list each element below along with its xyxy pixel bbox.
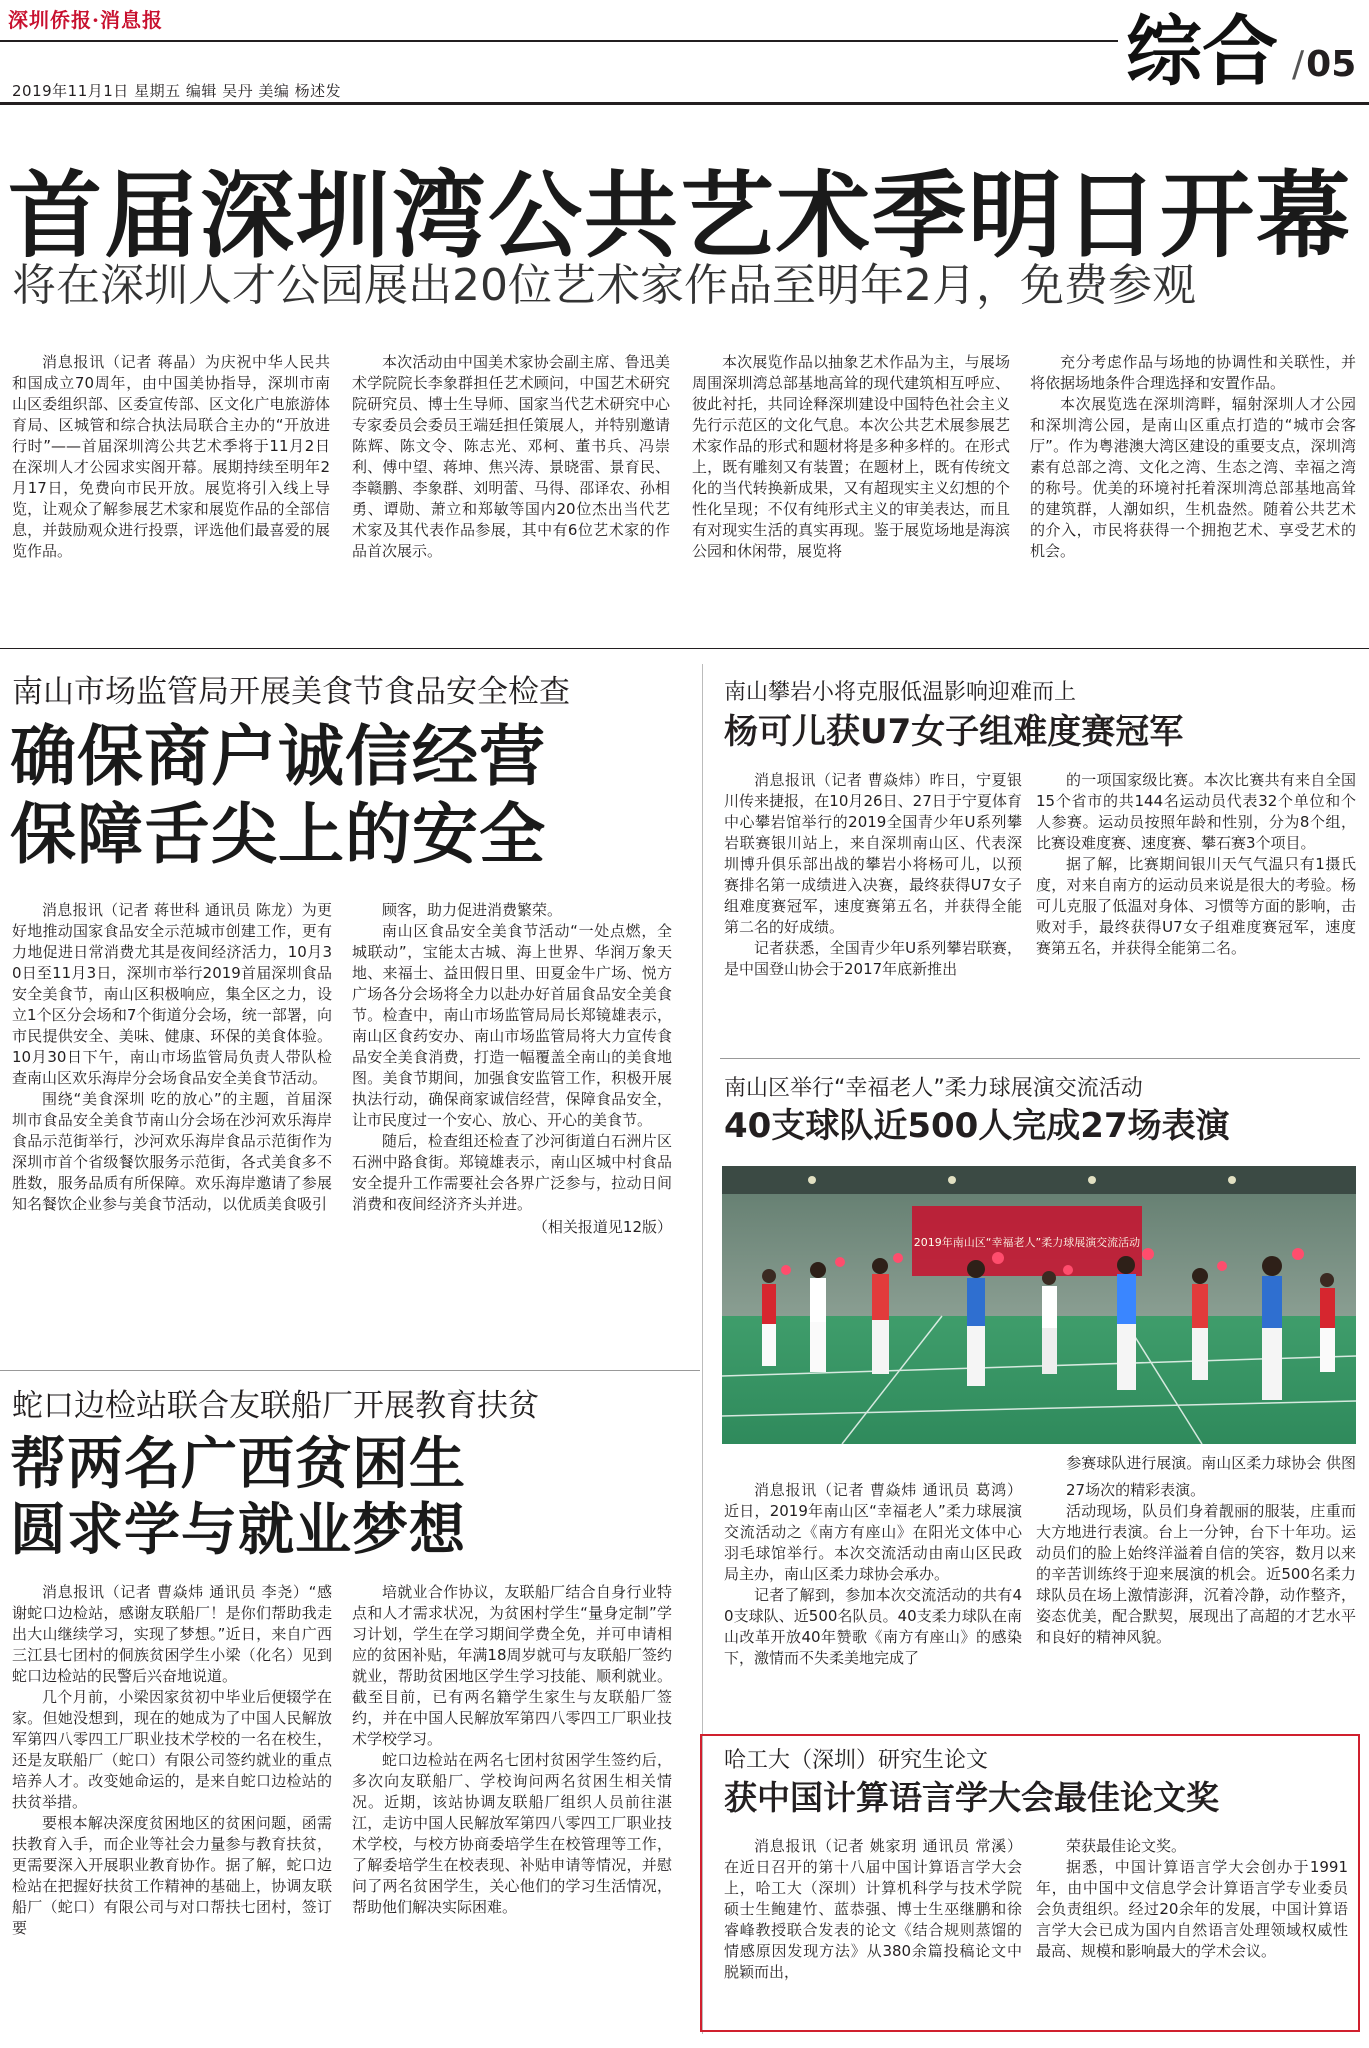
food-kicker: 南山市场监管局开展美食节食品安全检查 — [12, 674, 570, 710]
climb-column-2 — [1036, 770, 1356, 1070]
edu-col1-text-para-1: 消息报讯（记者 曹焱炜 通讯员 李尧）“感谢蛇口边检站，感谢友联船厂！是你们帮助我走出大山继续学习，实现了梦想。”近日，来自广西三江县七团村的侗族贫困学生小梁（化名）见到蛇口边检站的民警后兴奋地说道。 — [12, 1583, 332, 1685]
dateline: 2019年11月1日 星期五 编辑 吴丹 美编 杨述发 — [12, 82, 342, 100]
climb-column-1 — [724, 770, 1022, 1070]
lead-column-1 — [12, 352, 330, 614]
taiji-headline: 40支球队近500人完成27场表演 — [724, 1106, 1230, 1146]
lead-subheadline: 将在深圳人才公园展出20位艺术家作品至明年2月，免费参观 — [12, 260, 1196, 311]
edu-col1-text-para-3: 要根本解决深度贫困地区的贫困问题，函需扶教育入手，而企业等社会力量参与教育扶贫，更需要深入开展职业教育协作。据了解，蛇口边检站在把握好扶贫工作精神的基础上，协调友联船厂（蛇口）有限公司与对口帮扶七团村，签订要 — [12, 1814, 332, 1937]
climb-col1-text-para-1: 消息报讯（记者 曹焱炜）昨日，宁夏银川传来捷报，在10月26日、27日于宁夏体育中心攀岩馆举行的2019全国青少年U系列攀岩联赛银川站上，来自深圳南山区、代表深圳博升俱乐部出战的攀岩小将杨可儿，以预赛排名第一成绩进入决赛，最终获得U7女子组难度赛冠军，速度赛第五名，并获得全能第二名的好成绩。 — [724, 771, 1022, 936]
food-col2-text-para-1: 顾客，助力促进消费繁荣。 — [382, 901, 563, 919]
edu-column-1 — [12, 1582, 332, 2032]
edu-headline — [10, 1432, 690, 1564]
hit-kicker: 哈工大（深圳）研究生论文 — [724, 1748, 989, 1773]
photo-banner-text: 2019年南山区“幸福老人”柔力球展演交流活动 — [913, 1236, 1141, 1249]
lead-headline: 首届深圳湾公共艺术季明日开幕 — [8, 162, 1353, 271]
newspaper-logo: 深圳侨报·消息报 — [8, 8, 163, 32]
food-headline-line-2: 保障舌尖上的安全 — [10, 795, 546, 873]
see-also-note: （相关报道见12版） — [532, 1218, 672, 1236]
edu-col2-text-para-2: 蛇口边检站在两名七团村贫困学生签约后，多次向友联船厂、学校询问两名贫困生相关情况。近期，该站协调友联船厂组织人员前往湛江，走访中国人民解放军第四八零四工厂职业技术学校，与校方协商委培学生在校管理等工作，了解委培学生在校表现、补贴申请等情况，并慰问了两名贫困学生，关心他们的学习生活情况，帮助他们解决实际困难。 — [352, 1751, 672, 1916]
hit-col1-text: 消息报讯（记者 姚家玥 通讯员 常溪）在近日召开的第十八届中国计算语言学大会上，哈工大（深圳）计算机科学与技术学院硕士生鲍建竹、蓝恭强、博士生巫继鹏和徐睿峰教授联合发表的论文《结合规则蒸馏的情感原因发现方法》从380余篇投稿论文中脱颖而出， — [724, 1837, 1022, 1981]
edu-column-2 — [352, 1582, 672, 2032]
page-number-value: 05 — [1306, 44, 1357, 85]
climb-kicker: 南山攀岩小将克服低温影响迎难而上 — [724, 680, 1077, 705]
lead-col1-text: 消息报讯（记者 蒋晶）为庆祝中华人民共和国成立70周年，由中国美协指导，深圳市南山区委组织部、区委宣传部、区文化广电旅游体育局、区城管和综合执法局联合主办的“开放进行时”——首届深圳湾公共艺术季将于11月2日在深圳人才公园求实阁开幕。展期持续至明年2月17日，免费向市民开放。展览将引入线上导览，让观众了解参展艺术家和展览作品的全部信息，并鼓励观众进行投票，评选他们最喜爱的展览作品。 — [12, 353, 330, 560]
taiji-photo — [722, 1166, 1356, 1444]
edu-col2-text-para-1: 培就业合作协议，友联船厂结合自身行业特点和人才需求状况，为贫困村学生“量身定制”学习计划，学生在学习期间学费全免，并可申请相应的贫困补贴，年满18周岁就可与友联船厂签约就业，帮助贫困地区学生学习技能、顺利就业。截至目前，已有两名籍学生家生与友联船厂签约，并在中国人民解放军第四八零四工厂职业技术学校学习。 — [352, 1583, 672, 1748]
hit-column-2 — [1036, 1836, 1348, 2026]
lead-column-4 — [1030, 352, 1356, 614]
taiji-col2-text-para-1: 27场次的精彩表演。 — [1066, 1481, 1206, 1499]
hit-col2-text-para-1: 荣获最佳论文奖。 — [1066, 1837, 1187, 1855]
climb-divider — [720, 1058, 1360, 1059]
lead-column-3 — [692, 352, 1010, 614]
taiji-col1-text-para-2: 记者了解到，参加本次交流活动的共有40支球队、近500名队员。40支柔力球队在南山改革开放40年赞歌《南方有座山》的感染下，激情而不失柔美地完成了 — [724, 1586, 1022, 1667]
taiji-kicker: 南山区举行“幸福老人”柔力球展演交流活动 — [724, 1076, 1143, 1101]
photo-caption: 参赛球队进行展演。南山区柔力球协会 供图 — [1066, 1454, 1356, 1472]
food-column-2 — [352, 900, 672, 1320]
header-rule — [0, 102, 1369, 105]
edu-divider — [0, 1370, 700, 1371]
masthead-rule — [0, 40, 1118, 42]
taiji-col1-text-para-1: 消息报讯（记者 曹焱炜 通讯员 葛鸿）近日，2019年南山区“幸福老人”柔力球展演交流活动之《南方有座山》在阳光文体中心羽毛球馆举行。本次交流活动由南山区民政局主办，南山区柔力球协会承办。 — [724, 1481, 1022, 1583]
edu-headline-line-2: 圆求学与就业梦想 — [10, 1498, 466, 1564]
food-col1-text-para-2: 围绕“美食深圳 吃的放心”的主题，首届深圳市食品安全美食节南山分会场在沙河欢乐海岸食品示范街举行，沙河欢乐海岸食品示范街作为深圳市首个省级餐饮服务示范街，各式美食多不胜数，服务品质有所保障。欢乐海岸邀请了参展知名餐饮企业参与美食节活动，以优质美食吸引 — [12, 1090, 332, 1213]
lead-col4-text-para-1: 充分考虑作品与场地的协调性和关联性，并将依据场地条件合理选择和安置作品。 — [1030, 353, 1356, 392]
edu-kicker: 蛇口边检站联合友联船厂开展教育扶贫 — [12, 1388, 539, 1424]
lead-column-2 — [352, 352, 670, 614]
lead-col2-text: 本次活动由中国美术家协会副主席、鲁迅美术学院院长李象群担任艺术顾问，中国艺术研究院研究员、博士生导师、国家当代艺术研究中心专家委员会委员王端廷担任策展人，并特别邀请陈辉、陈文令、陈志光、邓柯、董书兵、冯崇利、傅中望、蒋坤、焦兴涛、景晓雷、景育民、李赣鹏、李象群、刘明蕾、马得、邵译农、孙相勇、谭勋、萧立和郑敏等国内20位杰出当代艺术家及其代表作品参展，其中有6位艺术家的作品首次展示。 — [352, 353, 670, 560]
edu-headline-line-1: 帮两名广西贫困生 — [10, 1432, 466, 1497]
taiji-column-2 — [1036, 1480, 1356, 1720]
lead-col3-text: 本次展览作品以抽象艺术作品为主，与展场周围深圳湾总部基地高耸的现代建筑相互呼应、彼此衬托，共同诠释深圳建设中国特色社会主义先行示范区的文化气息。本次公共艺术展参展艺术家作品的形式和题材将是多种多样的。在形式上，既有雕刻又有装置；在题材上，既有传统文化的当代转换新成果，又有超现实主义幻想的个性化呈现；不仅有纯形式主义的审美表达，而且有对现实生活的真实再现。鉴于展览场地是海滨公园和休闲带，展览将 — [692, 353, 1010, 560]
food-col1-text-para-1: 消息报讯（记者 蒋世科 通讯员 陈龙）为更好地推动国家食品安全示范城市创建工作，更有力地促进日常消费尤其是夜间经济活力，10月30日至11月3日，深圳市举行2019首届深圳食品安全美食节，南山区积极响应，集全区之力，设立1个区分会场和7个街道分会场，统一部署，向市民提供安全、美味、健康、环保的美食体验。10月30日下午，南山市场监管局负责人带队检查南山区欢乐海岸分会场食品安全美食节活动。 — [12, 901, 332, 1087]
taiji-column-1 — [724, 1480, 1022, 1720]
food-headline-line-1: 确保商户诚信经营 — [10, 718, 546, 795]
section-divider — [0, 648, 1369, 649]
climb-col1-text-para-2: 记者获悉，全国青少年U系列攀岩联赛，是中国登山协会于2017年底新推出 — [724, 939, 1022, 978]
climb-headline: 杨可儿获U7女子组难度赛冠军 — [724, 712, 1184, 752]
hit-col2-text-para-2: 据悉，中国计算语言学大会创办于1991年，由中国中文信息学会计算语言学专业委员会负责组织。经过20余年的发展，中国计算语言学大会已成为国内自然语言处理领域权威性最高、规模和影响最大的学术会议。 — [1036, 1858, 1348, 1960]
food-headline — [10, 718, 690, 874]
edu-col1-text-para-2: 几个月前，小梁因家贫初中毕业后便辍学在家。但她没想到，现在的她成为了中国人民解放军第四八零四工厂职业技术学校的一名在校生，还是友联船厂（蛇口）有限公司签约就业的重点培养人才。改变她命运的，是来自蛇口边检站的扶贫举措。 — [12, 1688, 332, 1811]
page-number: /05 — [1292, 44, 1357, 85]
food-col2-text-para-3: 随后，检查组还检查了沙河街道白石洲片区石洲中路食街。郑镜雄表示，南山区城中村食品安全提升工作需要社会各界广泛参与，拉动日间消费和夜间经济齐头并进。 — [352, 1132, 672, 1213]
taiji-col2-text-para-2: 活动现场，队员们身着靓丽的服装，庄重而大方地进行表演。台上一分钟，台下十年功。运动员们的脸上始终洋溢着自信的笑容，数月以来的辛苦训练终于迎来展演的机会。近500名柔力球队员在场上激情澎湃，沉着冷静，动作整齐，姿态优美，配合默契，展现出了高超的才艺水平和良好的精神风貌。 — [1036, 1502, 1356, 1646]
food-col2-text-para-2: 南山区食品安全美食节活动“一处点燃，全城联动”，宝能太古城、海上世界、华润万象天地、来福士、益田假日里、田夏金牛广场、悦方广场各分会场将全力以赴办好首届食品安全美食节。检查中，南山市场监管局局长郑镜雄表示，南山区食药安办、南山市场监管局将大力宣传食品安全美食消费，打造一幅覆盖全南山的美食地图。美食节期间，加强食安监管工作，积极开展执法行动，确保商家诚信经营，保障食品安全，让市民度过一个安心、放心、开心的美食节。 — [352, 922, 672, 1129]
taiji-photo-illustration — [722, 1166, 1356, 1444]
hit-column-1 — [724, 1836, 1022, 2026]
climb-col2-text-para-2: 据了解，比赛期间银川天气气温只有1摄氏度，对来自南方的运动员来说是很大的考验。杨可儿克服了低温对身体、习惯等方面的影响，击败对手，最终获得U7女子组难度赛冠军，速度赛第五名，并获得全能第二名。 — [1036, 855, 1356, 957]
section-title: 综合 — [1126, 7, 1278, 96]
food-column-1 — [12, 900, 332, 1320]
lead-col4-text-para-2: 本次展览选在深圳湾畔，辐射深圳人才公园和深圳湾公园，是南山区重点打造的“城市会客厅”。作为粤港澳大湾区建设的重要支点，深圳湾素有总部之湾、文化之湾、生态之湾、幸福之湾的称号。优美的环境衬托着深圳湾总部基地高耸的建筑群，人潮如织，生机盎然。随着公共艺术的介入，市民将获得一个拥抱艺术、享受艺术的机会。 — [1030, 395, 1356, 560]
climb-col2-text-para-1: 的一项国家级比赛。本次比赛共有来自全国15个省市的共144名运动员代表32个单位和个人参赛。运动员按照年龄和性别，分为8个组，比赛设难度赛、速度赛、攀石赛3个项目。 — [1036, 771, 1356, 852]
hit-headline: 获中国计算语言学大会最佳论文奖 — [724, 1778, 1219, 1817]
